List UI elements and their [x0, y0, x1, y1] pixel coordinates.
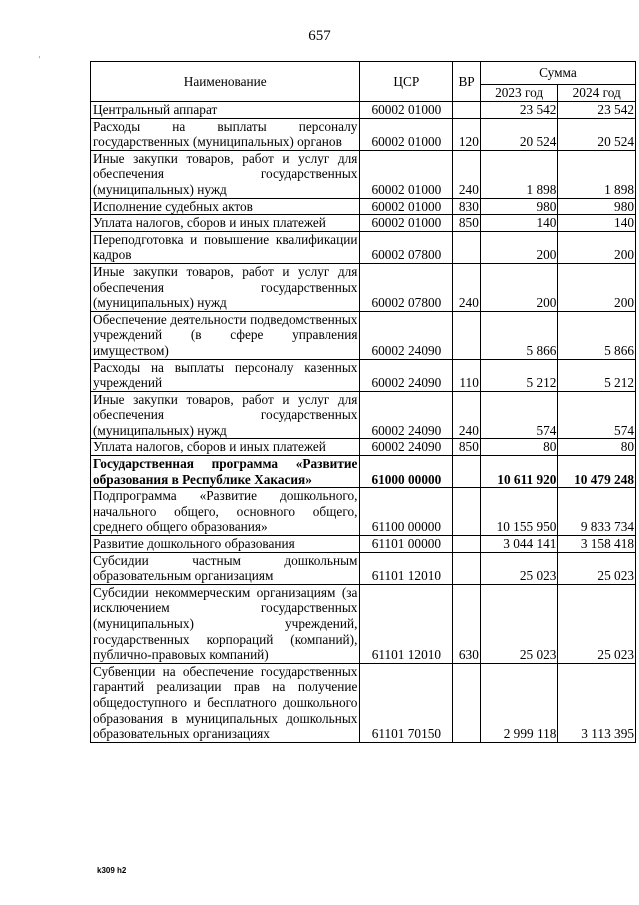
row-value-2024: 3 158 418: [558, 536, 636, 553]
row-name: Расходы на выплаты персоналу государственных (муниципальных) органов: [91, 118, 360, 150]
table-row: [91, 150, 636, 198]
row-value-2023: 5 212: [480, 359, 558, 391]
row-value-2024: 20 524: [558, 118, 636, 150]
row-value-2024: 1 898: [558, 150, 636, 198]
row-value-2024: 980: [558, 198, 636, 215]
row-csr: 60002 24090: [360, 311, 453, 359]
row-vr: [453, 488, 481, 536]
row-csr: 60002 07800: [360, 231, 453, 263]
row-value-2024: 5 866: [558, 311, 636, 359]
row-value-2024: 23 542: [558, 102, 636, 119]
row-vr: [453, 102, 481, 119]
row-name: Иные закупки товаров, работ и услуг для обеспечения государственных (муниципальных) нужд: [91, 150, 360, 198]
row-value-2023: 3 044 141: [480, 536, 558, 553]
header-vr: ВР: [453, 62, 481, 102]
row-vr: 120: [453, 118, 481, 150]
table-row: [91, 102, 636, 119]
table-row: [91, 552, 636, 584]
row-value-2023: 1 898: [480, 150, 558, 198]
row-csr: 60002 01000: [360, 198, 453, 215]
table-row: [91, 263, 636, 311]
row-value-2023: 200: [480, 263, 558, 311]
table-row: [91, 536, 636, 553]
row-name: Расходы на выплаты персоналу казенных учреждений: [91, 359, 360, 391]
row-csr: 60002 24090: [360, 359, 453, 391]
scan-mark: `: [33, 54, 42, 67]
table-body: [91, 102, 636, 743]
header-sum: Сумма: [480, 62, 635, 85]
row-value-2023: 10 611 920: [480, 456, 558, 488]
row-csr: 61101 70150: [360, 663, 453, 742]
row-value-2023: 980: [480, 198, 558, 215]
row-name: Обеспечение деятельности подведомственных учреждений (в сфере управления имуществом): [91, 311, 360, 359]
row-vr: [453, 663, 481, 742]
row-value-2023: 200: [480, 231, 558, 263]
row-value-2023: 25 023: [480, 584, 558, 663]
table-row: [91, 311, 636, 359]
row-name: Развитие дошкольного образования: [91, 536, 360, 553]
row-vr: 240: [453, 150, 481, 198]
row-value-2023: 2 999 118: [480, 663, 558, 742]
row-csr: 61101 12010: [360, 584, 453, 663]
row-value-2024: 574: [558, 391, 636, 439]
row-value-2024: 9 833 734: [558, 488, 636, 536]
row-csr: 60002 01000: [360, 215, 453, 232]
row-value-2024: 140: [558, 215, 636, 232]
table-row: [91, 456, 636, 488]
row-name: Субсидии некоммерческим организациям (за исключением государственных (муниципальных) учреждений, государственных корпораций (компаний), публично-правовых компаний): [91, 584, 360, 663]
row-vr: [453, 456, 481, 488]
row-vr: [453, 536, 481, 553]
row-vr: 850: [453, 439, 481, 456]
row-vr: [453, 231, 481, 263]
row-vr: 240: [453, 263, 481, 311]
header-csr: ЦСР: [360, 62, 453, 102]
table-row: [91, 198, 636, 215]
row-vr: [453, 552, 481, 584]
row-value-2023: 10 155 950: [480, 488, 558, 536]
row-value-2023: 23 542: [480, 102, 558, 119]
row-vr: 630: [453, 584, 481, 663]
row-vr: 240: [453, 391, 481, 439]
row-csr: 61101 12010: [360, 552, 453, 584]
row-name: Субсидии частным дошкольным образовательным организациям: [91, 552, 360, 584]
footer-code: k309 h2: [97, 866, 127, 875]
row-value-2024: 80: [558, 439, 636, 456]
table-row: [91, 584, 636, 663]
table-row: [91, 359, 636, 391]
row-value-2023: 80: [480, 439, 558, 456]
header-name: Наименование: [91, 62, 360, 102]
row-vr: 850: [453, 215, 481, 232]
row-vr: 830: [453, 198, 481, 215]
row-name: Уплата налогов, сборов и иных платежей: [91, 215, 360, 232]
header-year-2024: 2024 год: [558, 85, 636, 102]
row-value-2023: 5 866: [480, 311, 558, 359]
row-value-2024: 200: [558, 231, 636, 263]
row-name: Иные закупки товаров, работ и услуг для обеспечения государственных (муниципальных) нужд: [91, 391, 360, 439]
row-csr: 60002 01000: [360, 150, 453, 198]
row-vr: [453, 311, 481, 359]
table-row: [91, 215, 636, 232]
table-row: [91, 118, 636, 150]
header-year-2023: 2023 год: [480, 85, 558, 102]
row-csr: 60002 01000: [360, 118, 453, 150]
row-value-2024: 10 479 248: [558, 456, 636, 488]
row-name: Переподготовка и повышение квалификации кадров: [91, 231, 360, 263]
row-name: Исполнение судебных актов: [91, 198, 360, 215]
row-value-2023: 20 524: [480, 118, 558, 150]
row-name: Уплата налогов, сборов и иных платежей: [91, 439, 360, 456]
table-row: [91, 488, 636, 536]
row-vr: 110: [453, 359, 481, 391]
row-csr: 60002 24090: [360, 439, 453, 456]
row-csr: 61000 00000: [360, 456, 453, 488]
row-value-2024: 3 113 395: [558, 663, 636, 742]
row-name: Подпрограмма «Развитие дошкольного, начального общего, основного общего, среднего общего образования»: [91, 488, 360, 536]
row-value-2023: 140: [480, 215, 558, 232]
row-value-2023: 25 023: [480, 552, 558, 584]
row-value-2023: 574: [480, 391, 558, 439]
row-value-2024: 200: [558, 263, 636, 311]
row-name: Субвенции на обеспечение государственных гарантий реализации прав на получение общедоступного и бесплатного дошкольного образования в муниципальных дошкольных образовательных организациях: [91, 663, 360, 742]
row-csr: 61100 00000: [360, 488, 453, 536]
row-name: Иные закупки товаров, работ и услуг для обеспечения государственных (муниципальных) нужд: [91, 263, 360, 311]
row-name: Государственная программа «Развитие образования в Республике Хакасия»: [91, 456, 360, 488]
page-number: 657: [308, 28, 331, 44]
row-value-2024: 5 212: [558, 359, 636, 391]
table-row: [91, 663, 636, 742]
row-value-2024: 25 023: [558, 552, 636, 584]
row-value-2024: 25 023: [558, 584, 636, 663]
row-csr: 60002 24090: [360, 391, 453, 439]
table-row: [91, 231, 636, 263]
row-csr: 60002 07800: [360, 263, 453, 311]
table-row: [91, 439, 636, 456]
row-csr: 61101 00000: [360, 536, 453, 553]
table-row: [91, 391, 636, 439]
row-csr: 60002 01000: [360, 102, 453, 119]
row-name: Центральный аппарат: [91, 102, 360, 119]
budget-table: [90, 61, 636, 743]
